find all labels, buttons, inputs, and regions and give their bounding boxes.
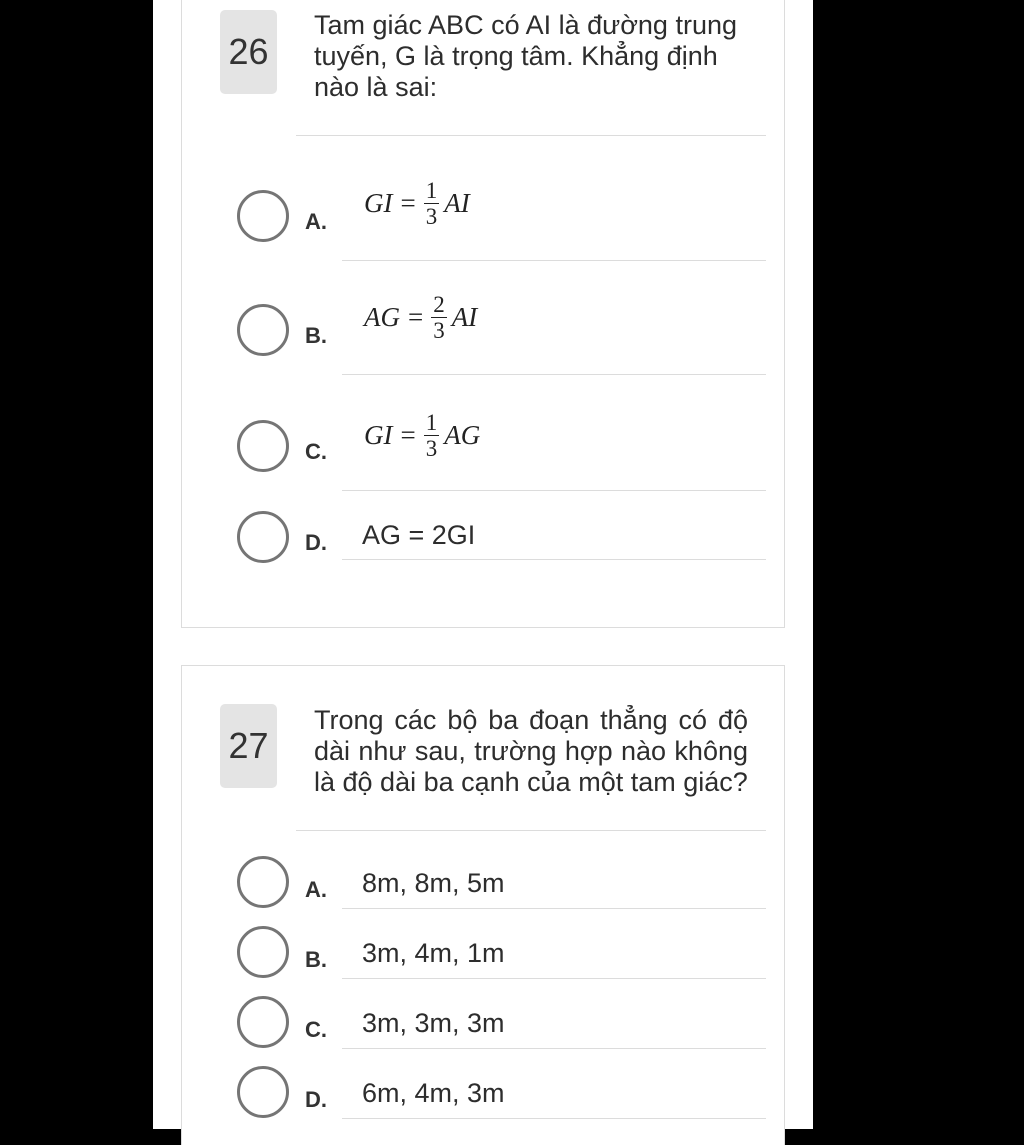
- fraction-numerator: 2: [433, 292, 445, 317]
- option-value: 3m, 4m, 1m: [362, 938, 505, 968]
- question-text: Trong các bộ ba đoạn thẳng có độ dài như sau, trường hợp nào không là độ dài ba cạnh của một tam giác?: [314, 705, 748, 797]
- option-underline: [342, 260, 766, 261]
- option-value: 8m, 8m, 5m: [362, 868, 505, 898]
- option-a[interactable]: [182, 178, 786, 258]
- question-number: 27: [220, 704, 277, 788]
- formula-rhs: AG: [444, 420, 481, 450]
- option-d[interactable]: [182, 506, 786, 586]
- option-underline: [342, 374, 766, 375]
- option-b[interactable]: [182, 292, 786, 372]
- option-value: 6m, 4m, 3m: [362, 1078, 505, 1108]
- fraction-denominator: 3: [425, 204, 438, 229]
- option-underline: [342, 490, 766, 491]
- option-d[interactable]: [182, 1063, 786, 1143]
- option-formula: [364, 178, 470, 229]
- option-c[interactable]: [182, 408, 786, 488]
- radio-button[interactable]: [237, 304, 289, 356]
- radio-button[interactable]: [237, 1066, 289, 1118]
- question-text: Tam giác ABC có AI là đường trung tuyến, G là trọng tâm. Khẳng định nào là sai:: [314, 10, 737, 102]
- formula-rhs: AI: [451, 302, 478, 332]
- question-card-26: [181, 0, 785, 628]
- radio-button[interactable]: [237, 420, 289, 472]
- formula-lhs: GI: [364, 188, 393, 218]
- option-letter: B.: [305, 323, 327, 348]
- formula-lhs: GI: [364, 420, 393, 450]
- question-number: 26: [220, 10, 277, 94]
- option-a[interactable]: [182, 853, 786, 933]
- radio-button[interactable]: [237, 511, 289, 563]
- quiz-page: [153, 0, 813, 1129]
- divider: [296, 830, 766, 831]
- option-underline: [342, 1118, 766, 1119]
- option-b[interactable]: [182, 923, 786, 1003]
- radio-button[interactable]: [237, 856, 289, 908]
- formula-lhs: AG: [364, 302, 400, 332]
- divider: [296, 135, 766, 136]
- option-letter: C.: [305, 1017, 327, 1042]
- radio-button[interactable]: [237, 996, 289, 1048]
- question-card-27: [181, 665, 785, 1145]
- radio-button[interactable]: [237, 190, 289, 242]
- formula-rhs: AI: [444, 188, 470, 218]
- fraction-denominator: 3: [433, 318, 445, 343]
- option-letter: A.: [305, 877, 327, 902]
- option-letter: C.: [305, 439, 327, 464]
- option-letter: B.: [305, 947, 327, 972]
- fraction-denominator: 3: [425, 436, 438, 461]
- fraction: [424, 178, 440, 229]
- option-underline: [342, 908, 766, 909]
- option-formula: [364, 292, 477, 343]
- option-letter: D.: [305, 1087, 327, 1112]
- formula-equals: =: [400, 188, 416, 218]
- formula-equals: =: [400, 420, 416, 450]
- fraction-numerator: 1: [425, 410, 438, 435]
- option-letter: D.: [305, 530, 327, 555]
- option-underline: [342, 1048, 766, 1049]
- radio-button[interactable]: [237, 926, 289, 978]
- option-value: 3m, 3m, 3m: [362, 1008, 505, 1038]
- option-underline: [342, 559, 766, 560]
- formula-equals: =: [408, 302, 424, 332]
- option-letter: A.: [305, 209, 327, 234]
- fraction-numerator: 1: [425, 178, 438, 203]
- option-c[interactable]: [182, 993, 786, 1073]
- fraction: [431, 292, 447, 343]
- option-underline: [342, 978, 766, 979]
- option-formula: [364, 410, 480, 461]
- fraction: [424, 410, 440, 461]
- option-value: AG = 2GI: [362, 520, 476, 550]
